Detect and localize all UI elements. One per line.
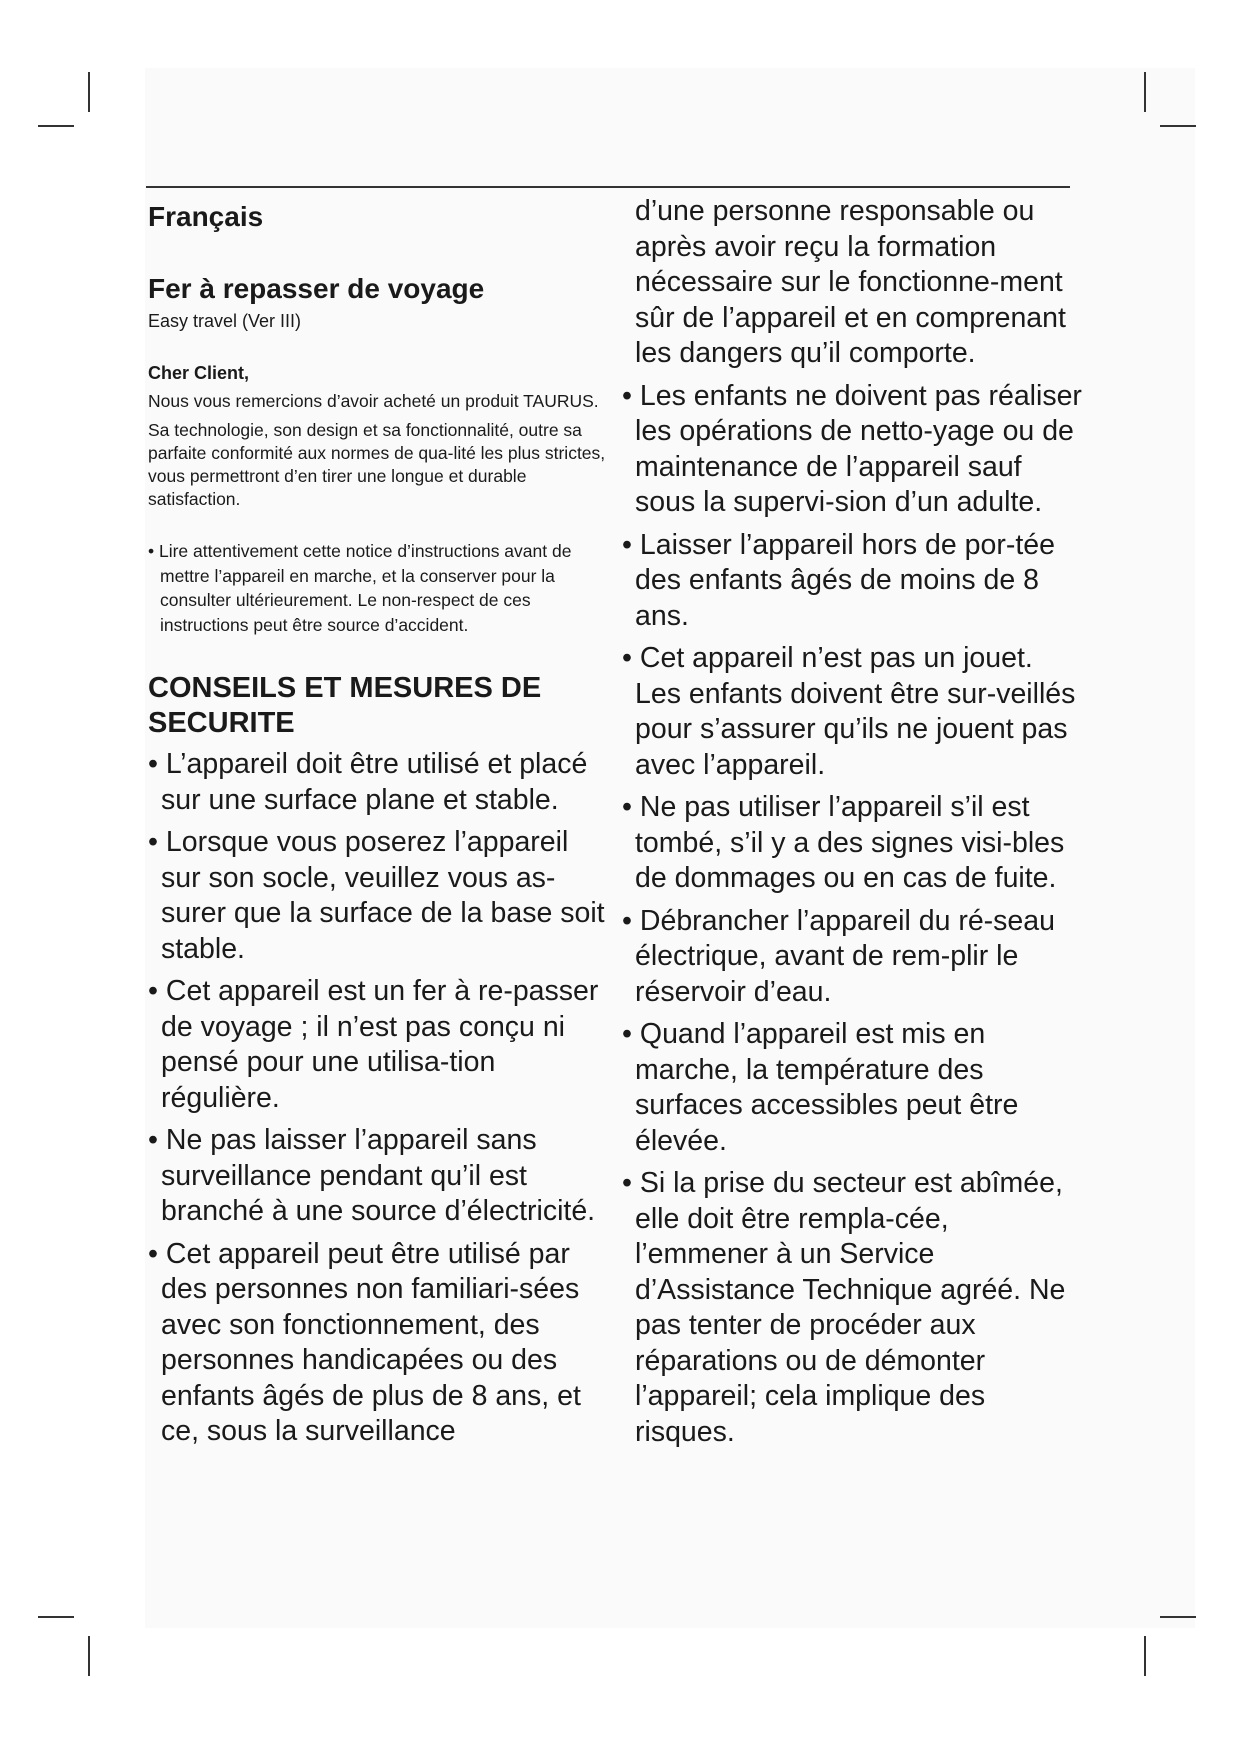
safety-bullet: • Quand l’appareil est mis en marche, la température des surfaces accessibles peut être élevée. (622, 1018, 1019, 1157)
intro-paragraph: Nous vous remercions d’avoir acheté un produit TAURUS. (148, 391, 599, 411)
product-title: Fer à repasser de voyage (148, 273, 485, 304)
continued-text: d’une personne responsable ou après avoir reçu la formation nécessaire sur le fonctionne-ment sûr de l’appareil et en comprenant les dangers qu’il comporte. (635, 195, 1066, 369)
left-column (148, 194, 608, 1457)
model-name: Easy travel (Ver III) (148, 311, 302, 331)
safety-bullet: • Lorsque vous poserez l’appareil sur son socle, veuillez vous as-surer que la surface de la base soit stable. (148, 826, 605, 965)
right-column (622, 194, 1082, 1457)
safety-bullet: • Si la prise du secteur est abîmée, elle doit être rempla-cée, l’emmener à un Service d’Assistance Technique agréé. Ne pas tenter de procéder aux réparations ou de démonter l’appareil; cela implique des risques. (622, 1167, 1066, 1448)
safety-bullet: • Cet appareil n’est pas un jouet. Les enfants doivent être sur-veillés pour s’assurer qu’ils ne jouent pas avec l’appareil. (622, 642, 1076, 781)
safety-bullet: • Ne pas utiliser l’appareil s’il est tombé, s’il y a des signes visi-bles de dommages ou en cas de fuite. (622, 791, 1065, 894)
safety-bullet: • Cet appareil peut être utilisé par des personnes non familiari-sées avec son fonctionnement, des personnes handicapées ou des enfants âgés de plus de 8 ans, et ce, sous la surveillance (148, 1237, 581, 1447)
safety-bullet: • Cet appareil est un fer à re-passer de voyage ; il n’est pas conçu ni pensé pour une utilisa-tion régulière. (148, 975, 599, 1114)
safety-bullet: • Laisser l’appareil hors de por-tée des enfants âgés de moins de 8 ans. (622, 528, 1055, 632)
greeting: Cher Client, (148, 363, 250, 383)
language-heading: Français (148, 201, 264, 232)
safety-bullet: • Débrancher l’appareil du ré-seau électrique, avant de rem-plir le réservoir d’eau. (622, 904, 1055, 1008)
header-rule (146, 186, 1070, 188)
crop-mark-top-right-v (1144, 72, 1146, 112)
crop-mark-bottom-right-v (1144, 1636, 1146, 1676)
safety-bullet: • Ne pas laisser l’appareil sans surveillance pendant qu’il est branché à une source d’électricité. (148, 1124, 596, 1227)
crop-mark-bottom-right-h (1160, 1616, 1196, 1618)
crop-mark-top-left-h (38, 125, 74, 127)
crop-mark-bottom-left-h (38, 1616, 74, 1618)
instructions-note: • Lire attentivement cette notice d’instructions avant de mettre l’appareil en marche, et la conserver pour la consulter ultérieurement. Le non-respect de ces instructions peut être source d’accident. (148, 541, 572, 635)
safety-bullet: • L’appareil doit être utilisé et placé sur une surface plane et stable. (148, 748, 588, 816)
crop-mark-top-right-h (1160, 125, 1196, 127)
intro-paragraph: Sa technologie, son design et sa fonctionnalité, outre sa parfaite conformité aux normes de qua-lité les plus strictes, vous permettront d’en tirer une longue et durable satisfaction. (148, 420, 606, 509)
section-heading: CONSEILS ET MESURES DE SECURITE (148, 672, 542, 739)
crop-mark-top-left-v (88, 72, 90, 112)
crop-mark-bottom-left-v (88, 1636, 90, 1676)
safety-bullet: • Les enfants ne doivent pas réaliser les opérations de netto-yage ou de maintenance de l’appareil sauf sous la supervi-sion d’un adulte. (622, 379, 1082, 518)
